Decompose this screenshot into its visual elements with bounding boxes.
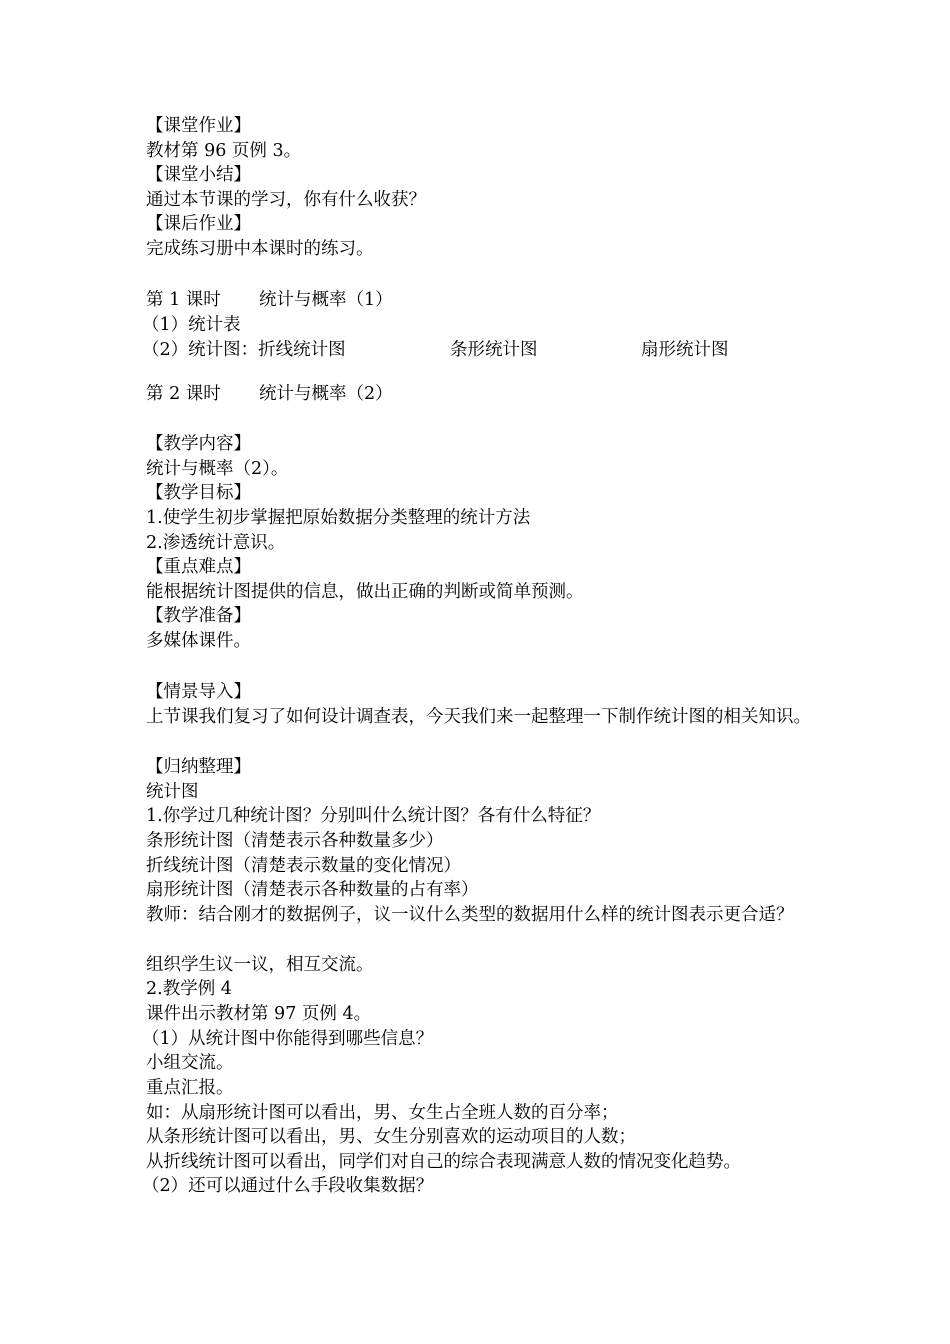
body-line: 条形统计图（清楚表示各种数量多少）	[146, 831, 444, 851]
body-line: 多媒体课件。	[146, 631, 251, 651]
body-paragraph: 教师：结合刚才的数据例子，议一议什么类型的数据用什么样的统计图表示更合适？	[146, 905, 794, 925]
body-line: 重点汇报。	[146, 1078, 234, 1098]
body-line: 2.渗透统计意识。	[146, 533, 286, 553]
body-line: 2.教学例 4	[146, 979, 232, 999]
body-line: 扇形统计图（清楚表示各种数量的占有率）	[146, 880, 479, 900]
section-heading-review: 【归纳整理】	[146, 757, 251, 777]
body-line: 组织学生议一议，相互交流。	[146, 955, 374, 975]
outline-item-charts: （2）统计图：折线统计图	[142, 340, 346, 360]
outline-pie-chart: 扇形统计图	[641, 340, 729, 360]
body-line: 从条形统计图可以看出，男、女生分别喜欢的运动项目的人数；	[146, 1127, 636, 1147]
body-line: （2）还可以通过什么手段收集数据？	[142, 1176, 434, 1196]
section-heading-key-points: 【重点难点】	[146, 557, 251, 577]
body-paragraph: 上节课我们复习了如何设计调查表，今天我们来一起整理一下制作统计图的相关知识。	[146, 707, 811, 727]
lesson-1-label: 第 1 课时	[146, 290, 221, 310]
body-line: 教材第 96 页例 3。	[146, 141, 302, 161]
body-line: 1.使学生初步掌握把原始数据分类整理的统计方法	[146, 508, 531, 528]
body-line: 折线统计图（清楚表示数量的变化情况）	[146, 856, 461, 876]
body-line: 通过本节课的学习，你有什么收获？	[146, 190, 426, 210]
body-line: 统计与概率（2）。	[146, 459, 289, 479]
body-line: 1.你学过几种统计图？分别叫什么统计图？各有什么特征？	[146, 806, 601, 826]
body-line: 从折线统计图可以看出，同学们对自己的综合表现满意人数的情况变化趋势。	[146, 1152, 741, 1172]
section-heading-classwork: 【课堂作业】	[146, 116, 251, 136]
body-line: 完成练习册中本课时的练习。	[146, 239, 374, 259]
section-heading-summary: 【课堂小结】	[146, 165, 251, 185]
section-heading-goals: 【教学目标】	[146, 483, 251, 503]
section-heading-intro: 【情景导入】	[146, 682, 251, 702]
body-line: 小组交流。	[146, 1053, 234, 1073]
lesson-1-title: 统计与概率（1）	[259, 290, 393, 310]
lesson-2-title: 统计与概率（2）	[259, 384, 393, 404]
lesson-2-label: 第 2 课时	[146, 384, 221, 404]
body-line: 课件出示教材第 97 页例 4。	[146, 1004, 372, 1024]
section-heading-content: 【教学内容】	[146, 434, 251, 454]
section-heading-homework: 【课后作业】	[146, 214, 251, 234]
body-line: 统计图	[146, 782, 199, 802]
outline-item: （1）统计表	[142, 315, 241, 335]
outline-bar-chart: 条形统计图	[450, 340, 538, 360]
section-heading-preparation: 【教学准备】	[146, 606, 251, 626]
body-line: （1）从统计图中你能得到哪些信息？	[142, 1029, 434, 1049]
body-line: 如：从扇形统计图可以看出，男、女生占全班人数的百分率；	[146, 1103, 619, 1123]
body-line: 能根据统计图提供的信息，做出正确的判断或简单预测。	[146, 582, 584, 602]
